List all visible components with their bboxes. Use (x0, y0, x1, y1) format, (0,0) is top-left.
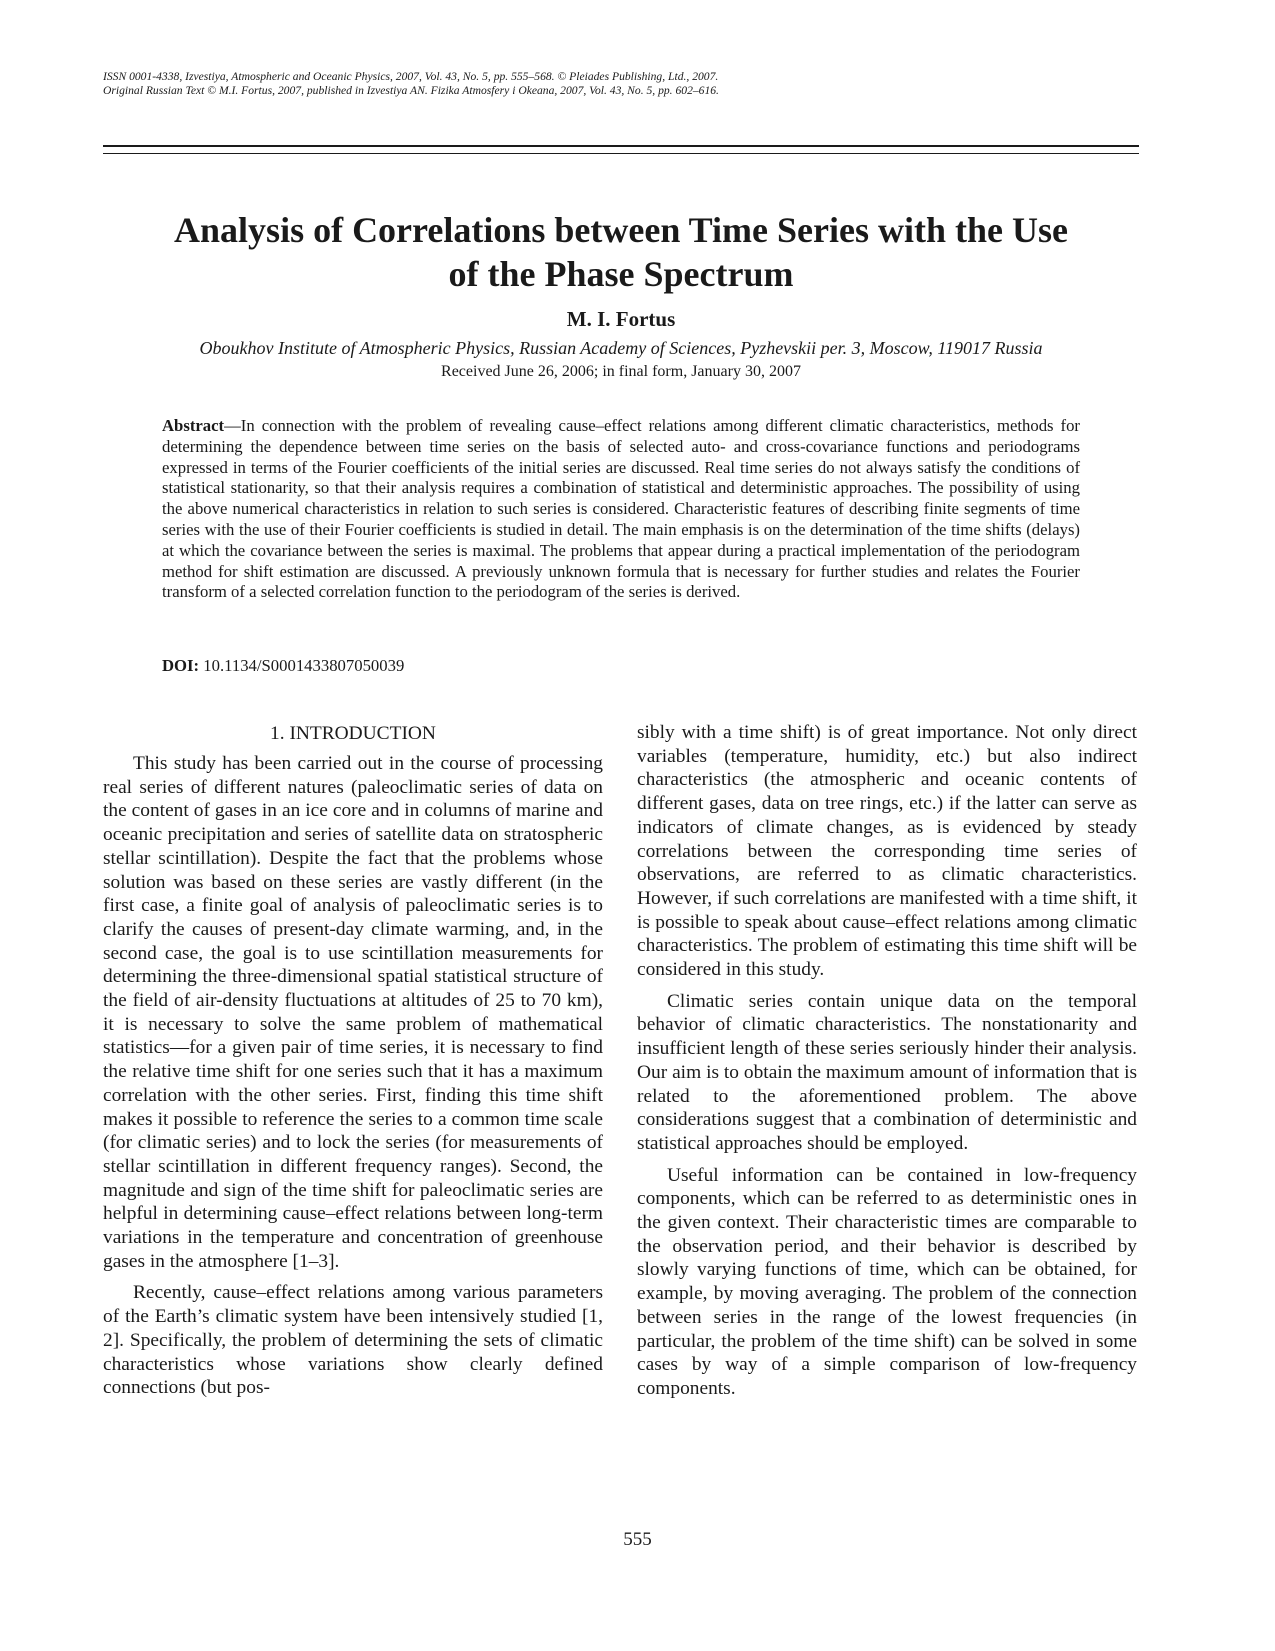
paper-title (103, 208, 1139, 296)
abstract (162, 416, 1080, 603)
paragraph: Recently, cause–effect relations among various parameters of the Earth’s climatic system have been intensively studied [1, 2]. Specifically, the problem of determining the sets of climatic characteristics whose variations show clearly defined connections (but pos- (103, 1282, 603, 1399)
page-number: 555 (623, 1529, 652, 1550)
doi-value: 10.1134/S0001433807050039 (203, 656, 405, 675)
author-name: M. I. Fortus (566, 307, 676, 331)
header-line-2: Original Russian Text © M.I. Fortus, 2007, published in Izvestiya AN. Fizika Atmosfery i Okeana, 2007, Vol. 43, No. 5, pp. 602–616. (103, 84, 719, 97)
abstract-text: —In connection with the problem of revealing cause–effect relations among different climatic characteristics, methods for determining the dependence between time series on the basis of selected auto- and cross-covariance functions and periodograms expressed in terms of the Fourier coefficients of the initial series are discussed. Real time series do not always satisfy the conditions of statistical stationarity, so that their analysis requires a combination of statistical and deterministic approaches. The possibility of using the above numerical characteristics in relation to such series is considered. Characteristic features of describing finite segments of time series with the use of their Fourier coefficients is studied in detail. The main emphasis is on the determination of the time shifts (delays) at which the covariance between the series is maximal. The problems that appear during a practical implementation of the periodogram method for shift estimation are discussed. A previously unknown formula that is necessary for further studies and relates the Fourier transform of a selected correlation function to the periodogram of the series is derived. (162, 416, 1080, 602)
paragraph: Useful information can be contained in low-frequency components, which can be referred to as deterministic ones in the given context. Their characteristic times are comparable to the observation period, and their behavior is described by slowly varying functions of time, which can be obtained, for example, by moving averaging. The problem of the connection between series in the range of the lowest frequencies (in particular, the problem of the time shift) can be solved in some cases by way of a simple comparison of low-frequency components. (637, 1164, 1137, 1399)
abstract-label: Abstract (162, 416, 225, 435)
journal-header (103, 70, 1103, 98)
header-line-1: ISSN 0001-4338, Izvestiya, Atmospheric and Oceanic Physics, 2007, Vol. 43, No. 5, pp. 555–568. © Pleiades Publishing, Ltd., 2007. (103, 70, 719, 83)
author-affiliation: Oboukhov Institute of Atmospheric Physics, Russian Academy of Sciences, Pyzhevskii per. 3, Moscow, 119017 Russia (199, 338, 1043, 358)
paragraph: Climatic series contain unique data on the temporal behavior of climatic characteristics. The nonstationarity and insufficient length of these series seriously hinder their analysis. Our aim is to obtain the maximum amount of information that is related to the aforementioned problem. The above considerations suggest that a combination of deterministic and statistical approaches should be employed. (637, 990, 1137, 1154)
received-dates: Received June 26, 2006; in final form, January 30, 2007 (441, 363, 801, 380)
left-column (103, 722, 603, 1400)
paragraph: sibly with a time shift) is of great importance. Not only direct variables (temperature, humidity, etc.) but also indirect characteristics (the atmospheric and oceanic contents of different gases, data on tree rings, etc.) if the latter can serve as indicators of climate changes, as is evidenced by steady correlations between the corresponding time series of observations, are referred to as climatic characteristics. However, if such correlations are manifested with a time shift, it is possible to speak about cause–effect relations among climatic characteristics. The problem of estimating this time shift will be considered in this study. (637, 722, 1137, 981)
doi (162, 656, 1080, 676)
header-rule-thick (103, 145, 1139, 147)
header-rule-thin (103, 153, 1139, 154)
section-heading: 1. INTRODUCTION (270, 723, 436, 744)
right-column (637, 721, 1137, 1401)
title-line-2: of the Phase Spectrum (448, 254, 794, 294)
paragraph: This study has been carried out in the course of processing real series of different natures (paleoclimatic series of data on the content of gases in an ice core and in columns of marine and oceanic precipitation and series of satellite data on stratospheric stellar scintillation). Despite the fact that the problems whose solution was based on these series are vastly different (in the first case, a finite goal of analysis of paleoclimatic series is to clarify the causes of present-day climate warming, and, in the second case, the goal is to use scintillation measurements for determining the three-dimensional spatial statistical structure of the field of air-density fluctuations at altitudes of 25 to 70 km), it is necessary to solve the same problem of mathematical statistics—for a given pair of time series, it is necessary to find the relative time shift for one series such that it has a maximum correlation with the other series. First, finding this time shift makes it possible to reference the series to a common time scale (for climatic series) and to lock the series (for measurements of stellar scintillation in different frequency ranges). Second, the magnitude and sign of the time shift for paleoclimatic series are helpful in determining cause–effect relations between long-term variations in the temperature and concentration of greenhouse gases in the atmosphere [1–3]. (103, 753, 603, 1272)
doi-label: DOI: (162, 656, 200, 675)
title-line-1: Analysis of Correlations between Time Series with the Use (174, 210, 1068, 250)
